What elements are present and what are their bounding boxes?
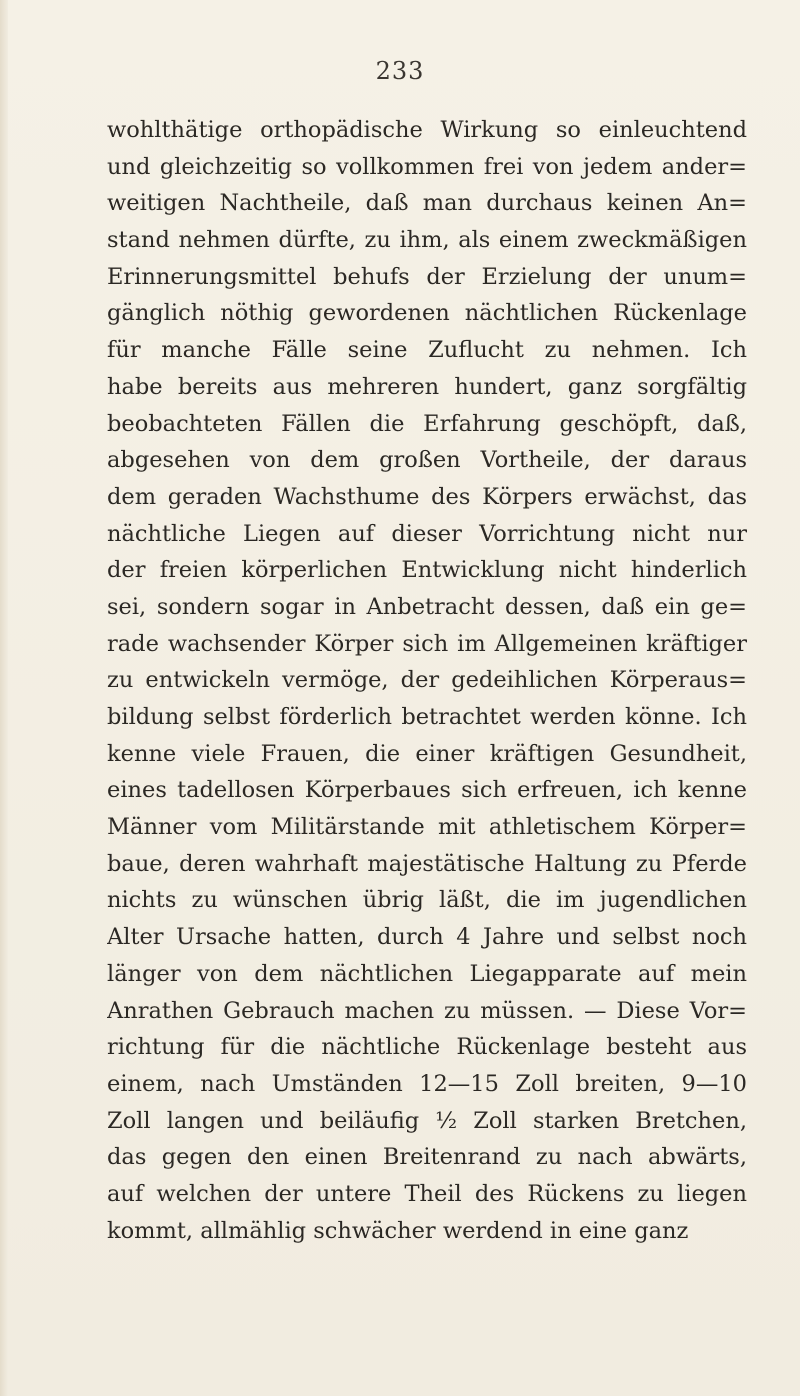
text-line: habe bereits aus mehreren hundert, ganz sorgfältig: [107, 373, 747, 400]
page-spine-shadow: [0, 0, 8, 1396]
text-line: wohlthätige orthopädische Wirkung so einleuchtend: [107, 117, 747, 143]
text-line: länger von dem nächtlichen Liegapparate auf mein: [107, 960, 747, 987]
text-line: für manche Fälle seine Zuflucht zu nehmen. Ich: [107, 337, 747, 364]
text-line: Zoll langen und beiläufig ½ Zoll starken Bretchen,: [107, 1107, 747, 1134]
text-line: der freien körperlichen Entwicklung nicht hinderlich: [107, 557, 747, 584]
text-line: auf welchen der untere Theil des Rückens zu liegen: [107, 1180, 747, 1207]
text-line: Erinnerungsmittel behufs der Erzielung der unum=: [107, 263, 747, 290]
text-line: rade wachsender Körper sich im Allgemeinen kräftiger: [107, 630, 747, 657]
text-line: sei, sondern sogar in Anbetracht dessen, daß ein ge=: [107, 593, 747, 620]
text-line: kommt, allmählig schwächer werdend in eine ganz: [107, 1217, 689, 1244]
text-line: nichts zu wünschen übrig läßt, die im jugendlichen: [107, 887, 747, 914]
text-line: eines tadellosen Körperbaues sich erfreuen, ich kenne: [107, 777, 747, 804]
text-line: dem geraden Wachsthume des Körpers erwächst, das: [107, 483, 747, 510]
text-line: weitigen Nachtheile, daß man durchaus keinen An=: [107, 190, 747, 217]
text-line: zu entwickeln vermöge, der gedeihlichen Körperaus=: [107, 667, 747, 694]
text-line: Männer vom Militärstande mit athletischem Körper=: [107, 814, 747, 841]
text-line: und gleichzeitig so vollkommen frei von jedem ander=: [107, 153, 747, 180]
text-line: beobachteten Fällen die Erfahrung geschöpft, daß,: [107, 410, 747, 437]
text-line: das gegen den einen Breitenrand zu nach abwärts,: [107, 1144, 747, 1171]
page-number: 233: [375, 57, 425, 85]
body-text: [107, 112, 747, 1249]
text-line: baue, deren wahrhaft majestätische Haltung zu Pferde: [107, 850, 747, 877]
text-line: gänglich nöthig gewordenen nächtlichen Rückenlage: [107, 300, 747, 327]
text-line: richtung für die nächtliche Rückenlage besteht aus: [107, 1034, 747, 1061]
text-line: kenne viele Frauen, die einer kräftigen Gesundheit,: [107, 740, 747, 767]
text-line: Alter Ursache hatten, durch 4 Jahre und selbst noch: [107, 924, 747, 951]
text-line: nächtliche Liegen auf dieser Vorrichtung nicht nur: [107, 520, 747, 547]
text-line: einem, nach Umständen 12—15 Zoll breiten, 9—10: [107, 1070, 747, 1097]
text-line: Anrathen Gebrauch machen zu müssen. — Diese Vor=: [107, 997, 747, 1024]
text-line: abgesehen von dem großen Vortheile, der daraus: [107, 447, 747, 474]
text-line: stand nehmen dürfte, zu ihm, als einem zweckmäßigen: [107, 227, 747, 254]
text-line: bildung selbst förderlich betrachtet werden könne. Ich: [107, 704, 747, 730]
